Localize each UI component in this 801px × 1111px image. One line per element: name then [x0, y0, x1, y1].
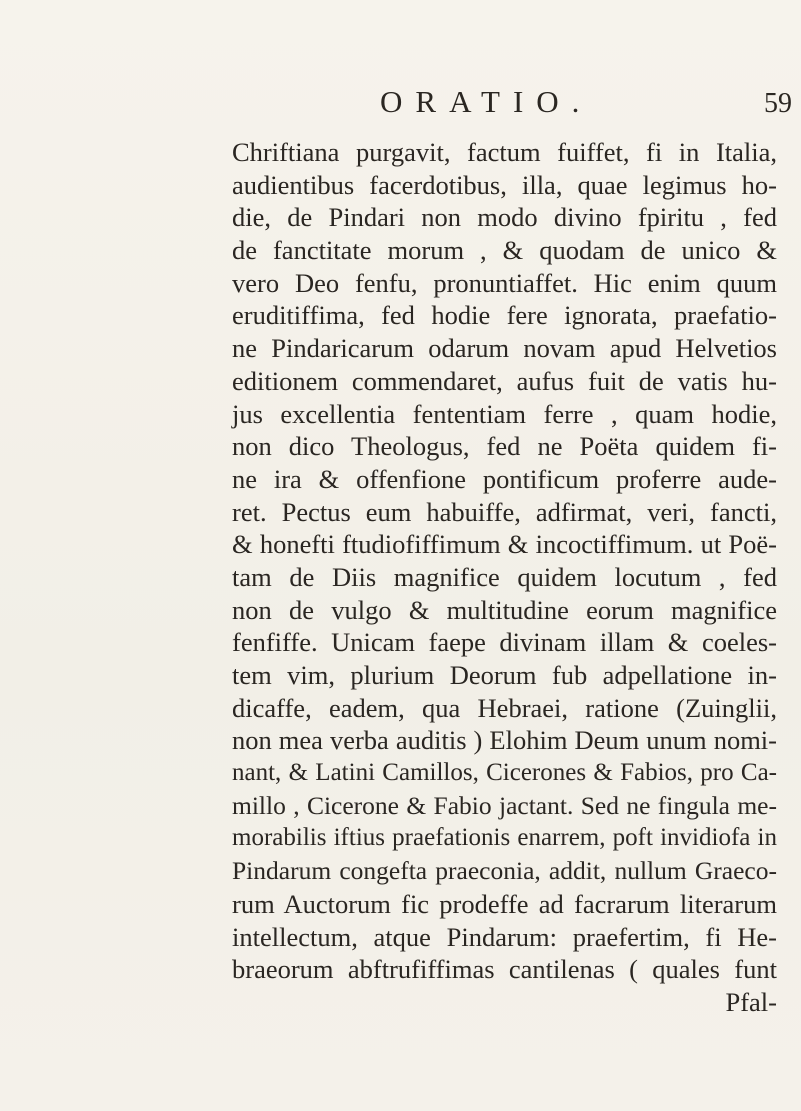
page-number: 59 — [764, 88, 792, 119]
text-line: die, de Pindari non modo divino fpiritu , fed — [232, 202, 777, 233]
catchword: Pfal- — [725, 986, 777, 1017]
text-line: audientibus facerdotibus, illa, quae legimus ho- — [232, 169, 777, 200]
text-line: non de vulgo & multitudine eorum magnifice — [232, 594, 777, 625]
text-line: millo , Cicerone & Fabio jactant. Sed ne fingula me- — [232, 790, 777, 820]
running-title: ORATIO. — [380, 84, 593, 119]
text-line: rum Auctorum fic prodeffe ad facrarum literarum — [232, 888, 777, 919]
text-line: dicaffe, eadem, qua Hebraei, ratione (Zuinglii, — [232, 692, 777, 723]
text-line: morabilis iftius praefationis enarrem, poft invidiofa in — [232, 824, 777, 852]
text-line: fenfiffe. Unicam faepe divinam illam & coeles- — [232, 627, 777, 658]
text-line: Chriftiana purgavit, factum fuiffet, fi in Italia, — [232, 137, 777, 167]
text-line: editionem commendaret, aufus fuit de vatis hu- — [232, 365, 777, 396]
text-line: tam de Diis magnifice quidem locutum , fed — [232, 561, 777, 592]
text-line: braeorum abftrufiffimas cantilenas ( quales funt — [232, 954, 777, 985]
text-line: Pindarum congefta praeconia, addit, nullum Graeco- — [232, 856, 777, 886]
text-line: & honefti ftudiofiffimum & incoctiffimum. ut Poë- — [232, 529, 777, 560]
text-line: tem vim, plurium Deorum fub adpellatione in- — [232, 660, 777, 690]
text-line: intellectum, atque Pindarum: praefertim, fi He- — [232, 921, 777, 952]
text-line: eruditiffima, fed hodie fere ignorata, praefatio- — [232, 300, 777, 331]
text-line: non dico Theologus, fed ne Poëta quidem fi- — [232, 431, 777, 462]
text-line: jus excellentia fententiam ferre , quam hodie, — [232, 398, 777, 429]
text-line: ret. Pectus eum habuiffe, adfirmat, veri, fancti, — [232, 496, 777, 527]
text-line: non mea verba auditis ) Elohim Deum unum nomi- — [232, 725, 777, 756]
text-line: ne ira & offenfione pontificum proferre aude- — [232, 463, 777, 494]
text-line: ne Pindaricarum odarum novam apud Helvetios — [232, 333, 777, 364]
body-text — [232, 136, 777, 1019]
text-line: vero Deo fenfu, pronuntiaffet. Hic enim quum — [232, 267, 777, 298]
text-line: de fanctitate morum , & quodam de unico & — [232, 235, 777, 266]
text-line: nant, & Latini Camillos, Cicerones & Fabios, pro Ca- — [232, 759, 777, 787]
